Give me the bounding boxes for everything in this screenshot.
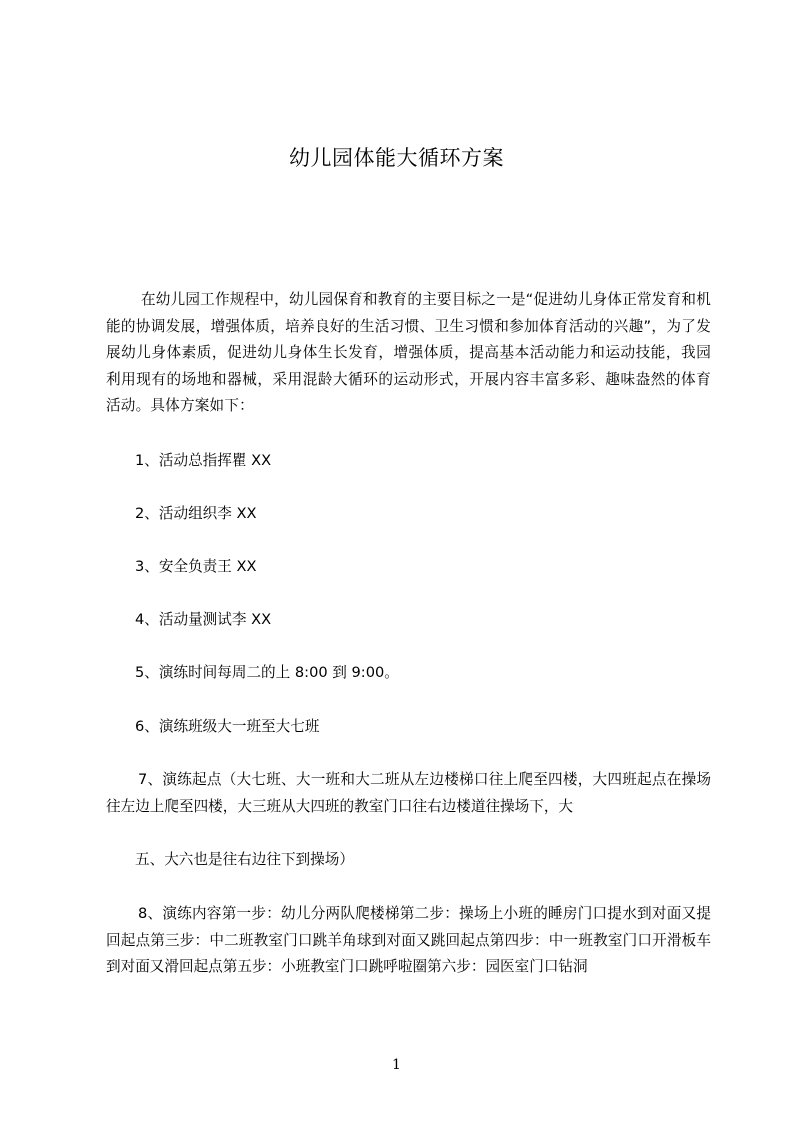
list-item-organizer: 2、活动组织李 XX [135, 505, 257, 522]
list-item-drill-start-continued: 五、大六也是往右边往下到操场） [135, 851, 354, 868]
list-item-measurement: 4、活动量测试李 XX [135, 611, 272, 628]
list-item-safety: 3、安全负责王 XX [135, 558, 257, 575]
page-number: 1 [392, 1057, 401, 1073]
list-item-drill-classes: 6、演练班级大一班至大七班 [135, 718, 320, 735]
list-item-drill-start: 7、演练起点（大七班、大一班和大二班从左边楼梯口往上爬至四楼，大四班起点在操场往左边上爬至四楼，大三班从大四班的教室门口往右边楼道往操场下，大 [106, 771, 711, 815]
list-item-drill-content: 8、演练内容第一步：幼儿分两队爬楼梯第二步：操场上小班的睡房门口提水到对面又提回起点第三步：中二班教室门口跳羊角球到对面又跳回起点第四步：中一班教室门口开滑板车到对面又滑回起点第五步：小班教室门口跳呼啦圈第六步：园医室门口钻洞 [106, 905, 711, 975]
list-item-drill-time: 5、演练时间每周二的上 8:00 到 9:00。 [135, 664, 399, 681]
document-title: 幼儿园体能大循环方案 [289, 146, 504, 170]
list-item-commander: 1、活动总指挥瞿 XX [135, 452, 272, 469]
intro-paragraph: 在幼儿园工作规程中，幼儿园保育和教育的主要目标之一是“促进幼儿身体正常发育和机能的协调发展，增强体质，培养良好的生活习惯、卫生习惯和参加体育活动的兴趣”，为了发展幼儿身体素质，促进幼儿身体生长发育，增强体质，提高基本活动能力和运动技能，我园利用现有的场地和器械，采用混龄大循环的运动形式，开展内容丰富多彩、趣味盎然的体育活动。具体方案如下： [106, 291, 711, 414]
